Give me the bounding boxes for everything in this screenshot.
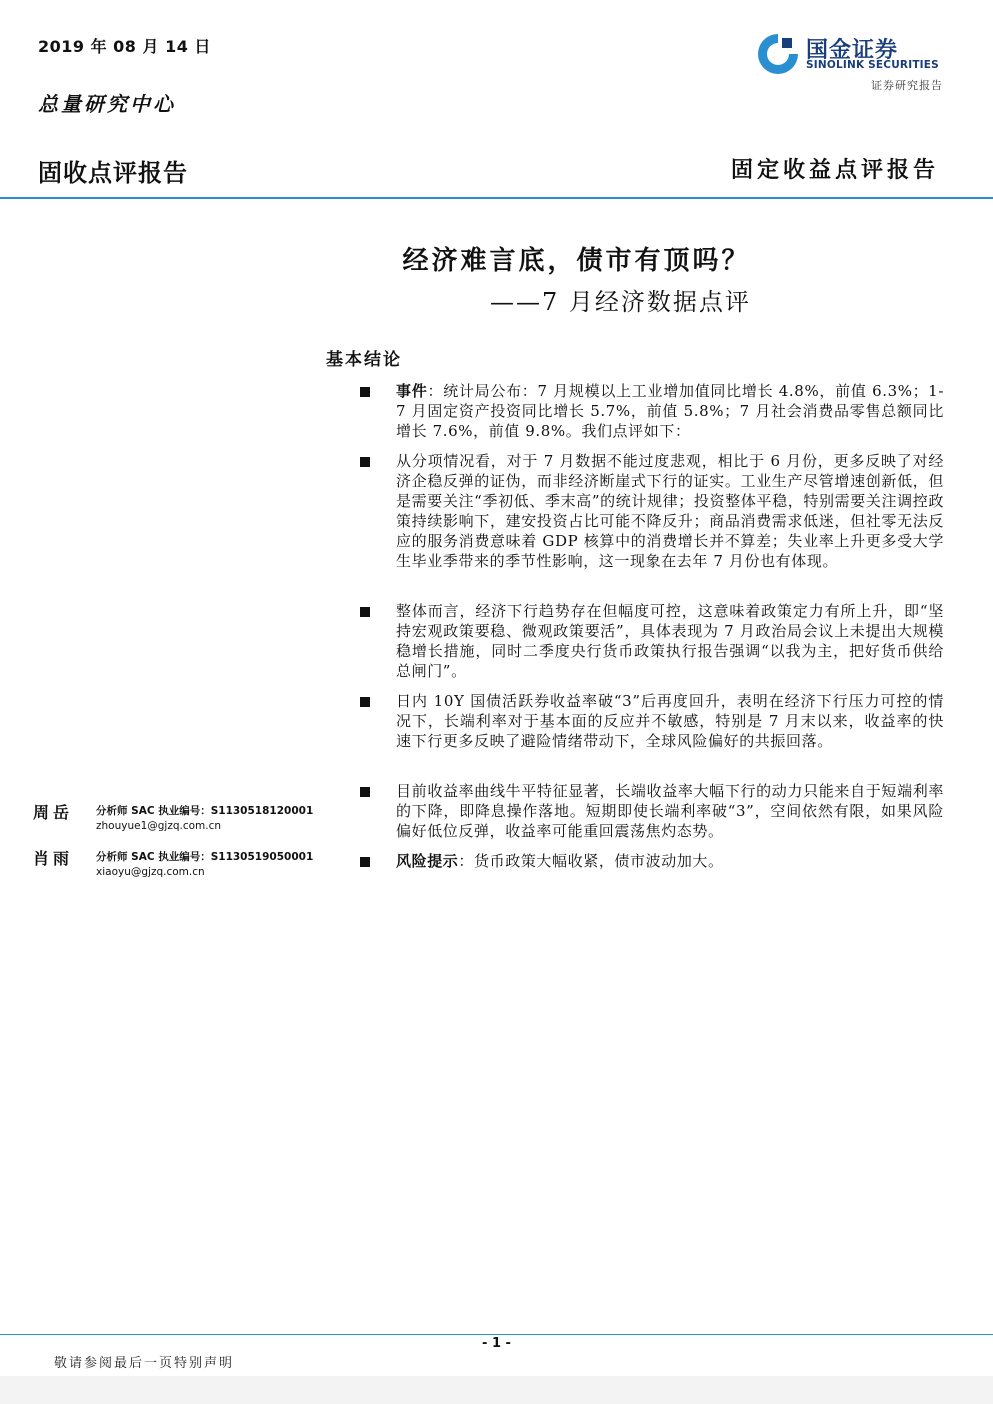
bullet-marker bbox=[360, 387, 370, 397]
bullet-marker bbox=[360, 857, 370, 867]
bullet-event bbox=[396, 381, 944, 441]
bullet-text: 货币政策大幅收紧，债市波动加大。 bbox=[474, 852, 724, 870]
report-title: 经济难言底，债市有顶吗？ bbox=[402, 246, 751, 276]
analyst-info bbox=[96, 804, 313, 834]
logo-subtitle: 证券研究报告 bbox=[871, 79, 943, 92]
bullet-item bbox=[396, 781, 944, 841]
bullet-item bbox=[396, 451, 944, 571]
bullet-text: 整体而言，经济下行趋势存在但幅度可控，这意味着政策定力有所上升，即“坚持宏观政策要稳、微观政策要活”，具体表现为 7 月政治局会议上未提出大规模稳增长措施，同时二季度央行货币政策执行报告强调“以我为主，把好货币供给总闸门”。 bbox=[396, 602, 944, 680]
bullet-item bbox=[396, 691, 944, 751]
report-type-right: 固定收益点评报告 bbox=[730, 157, 939, 183]
analyst-email[interactable]: xiaoyu@gjzq.com.cn bbox=[96, 866, 205, 878]
bullet-item bbox=[396, 601, 944, 681]
bullet-text: 从分项情况看，对于 7 月数据不能过度悲观，相比于 6 月份，更多反映了对经济企稳反弹的证伪，而非经济断崖式下行的证实。工业生产尽管增速创新低，但是需要关注“季初低、季末高”的统计规律；投资整体平稳，特别需要关注调控政策持续影响下，建安投资占比可能不降反升；商品消费需求低迷，但社零无法反应的服务消费意味着 GDP 核算中的消费增长并不算差；失业率上升更多受大学生毕业季带来的季节性影响，这一现象在去年 7 月份也有体现。 bbox=[396, 452, 944, 570]
report-type-left: 固收点评报告 bbox=[38, 159, 188, 187]
bullet-lead: 风险提示 bbox=[396, 852, 459, 870]
bullet-marker bbox=[360, 607, 370, 617]
bullet-text: 统计局公布：7 月规模以上工业增加值同比增长 4.8%，前值 6.3%；1-7 月固定资产投资同比增长 5.7%，前值 5.8%；7 月社会消费品零售总额同比增长 7.6%，前值 9.8%。我们点评如下： bbox=[396, 382, 944, 440]
bullet-risk bbox=[396, 851, 944, 871]
bullet-lead: 事件 bbox=[396, 382, 428, 400]
analyst-email[interactable]: zhouyue1@gjzq.com.cn bbox=[96, 820, 222, 832]
logo-name-en: SINOLINK SECURITIES bbox=[806, 59, 939, 71]
analyst-name: 肖雨 bbox=[33, 849, 74, 868]
analyst-cert: 分析师 SAC 执业编号：S1130519050001 bbox=[96, 851, 314, 863]
bullet-lead-sep: ： bbox=[458, 852, 475, 870]
page-number: - 1 - bbox=[482, 1336, 511, 1351]
bullet-lead-sep: ： bbox=[427, 382, 444, 400]
bullet-marker bbox=[360, 457, 370, 467]
footer-divider bbox=[0, 1334, 993, 1335]
bullet-marker bbox=[360, 787, 370, 797]
analyst-cert: 分析师 SAC 执业编号：S1130518120001 bbox=[96, 805, 314, 817]
logo-mark-icon bbox=[754, 30, 804, 76]
footer-band bbox=[0, 1376, 993, 1404]
analyst-info bbox=[96, 850, 313, 880]
bullet-marker bbox=[360, 697, 370, 707]
department-name: 总量研究中心 bbox=[38, 92, 176, 116]
section-heading: 基本结论 bbox=[326, 350, 402, 370]
bullet-text: 目前收益率曲线牛平特征显著，长端收益率大幅下行的动力只能来自于短端利率的下降，即降息操作落地。短期即使长端利率破“3”，空间依然有限，如果风险偏好低位反弹，收益率可能重回震荡焦灼态势。 bbox=[396, 782, 944, 840]
header-divider bbox=[0, 197, 993, 199]
report-date: 2019 年 08 月 14 日 bbox=[38, 37, 211, 56]
report-subtitle: ——7 月经济数据点评 bbox=[490, 288, 751, 316]
bullet-text: 日内 10Y 国债活跃券收益率破“3”后再度回升，表明在经济下行压力可控的情况下，长端利率对于基本面的反应并不敏感，特别是 7 月末以来，收益率的快速下行更多反映了避险情绪带动下，全球风险偏好的共振回落。 bbox=[396, 692, 944, 750]
analyst-name: 周岳 bbox=[33, 803, 74, 822]
logo-name-cn: 国金证券 bbox=[806, 38, 899, 63]
footer-disclaimer: 敬请参阅最后一页特别声明 bbox=[54, 1356, 235, 1371]
